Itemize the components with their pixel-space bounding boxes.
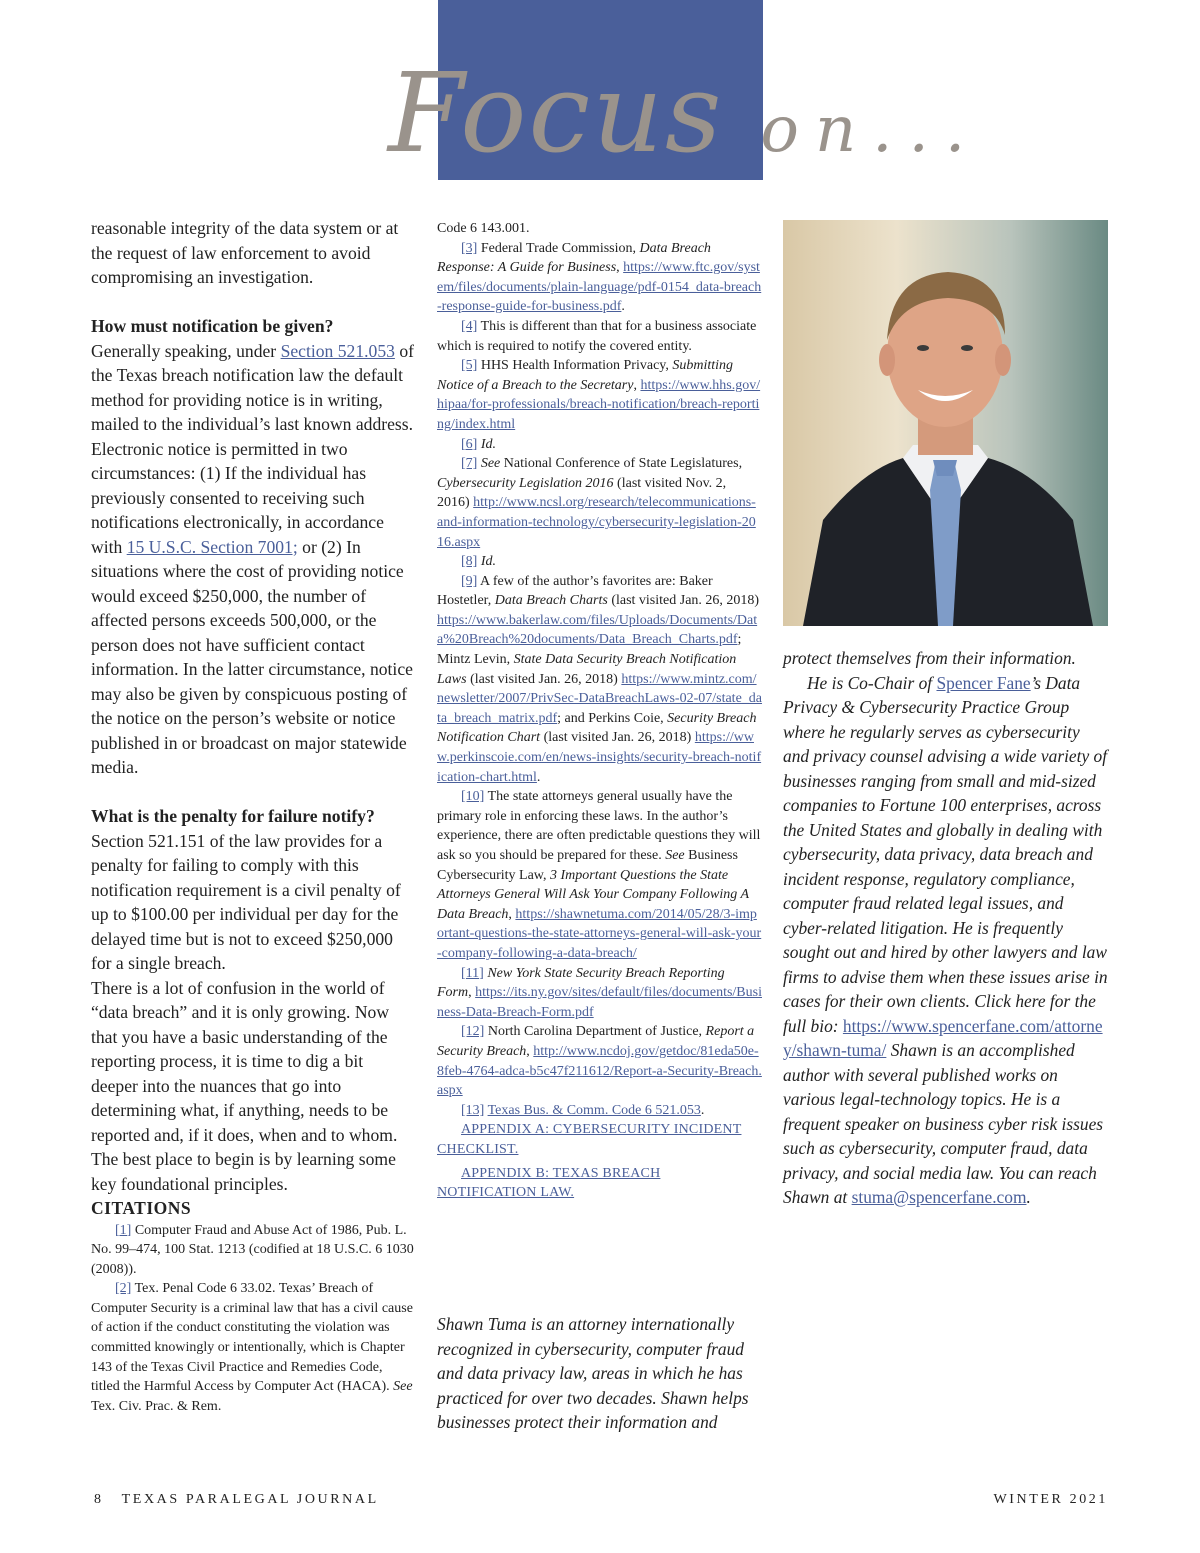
footnote-3 [437,239,762,317]
confusion-paragraph: There is a lot of confusion in the world of “data breach” and it is only growing. Now that you have a basic understanding of the reporting process, it is time to dig a bit deeper into the nuances that go into determining what, if anything, needs to be reported and, if it does, when and to whom. The best place to begin is by learning some key foundational principles. [91,977,398,1194]
text: A few of the author’s favorites are: Baker Hostetler, [437,573,713,609]
text: . [621,299,625,315]
section-521-053-link[interactable]: Section 521.053 [280,340,395,361]
text: . [536,769,541,785]
bakerlaw-link[interactable]: https://www.bakerlaw.com/files/Uploads/Documents/Data%20Breach%20documents/Data_Breach_Charts.pdf [437,612,758,648]
footnote-5 [437,356,762,434]
text: ’s Data Privacy & Cybersecurity Practice Group where he regularly serves as cybersecurity and privacy counsel advising a wide variety of businesses ranging from small and mid-sized companies to Fortune 100 enterprises, across the United States and globally in dealing with cybersecurity, data privacy, data breach and incident response, regulatory compliance, computer fraud related legal issues, and cyber-related litigation. He is frequently sought out and hired by other lawyers and law firms to advise them when these issues arise in cases for their own clients. Click here for the full bio: [783,672,1108,1036]
text: Data Breach Response: A Guide for Business [437,240,711,276]
footnote-10-ref[interactable]: [10] [461,789,485,805]
column-3 [783,646,1108,1210]
footnote-3-ref[interactable]: [3] [461,240,478,256]
appendix-b-link[interactable]: APPENDIX B: TEXAS BREACH NOTIFICATION LAW. [437,1165,661,1201]
footnote-4-ref[interactable]: [4] [461,318,478,334]
text: National Conference of State Legislatures, [500,456,743,472]
text: , [616,260,624,276]
footnote-1-ref[interactable]: [1] [115,1222,132,1238]
appendix-a [437,1120,762,1159]
text: (last visited Nov. 2, 2016) [437,475,727,511]
column-1 [91,216,414,1416]
footnote-10 [437,787,762,963]
text: Generally speaking, under [91,340,281,361]
footnote-2-ref[interactable]: [2] [115,1281,132,1297]
appendix-b [437,1164,762,1203]
footnote-6-ref[interactable]: [6] [461,436,478,452]
text: Id. [477,436,496,452]
penalty-paragraph: Section 521.151 of the law provides for a penalty for failing to comply with this notification requirement is a civil penalty of up to $100.00 per individual per day for the delayed time but is not to exceed $250,000 for a single breach. [91,830,401,973]
author-bio-start: Shawn Tuma is an attorney internationally recognized in cybersecurity, computer fraud and data privacy law, areas in which he has practiced for over two decades. Shawn helps businesses protect their information and [437,1314,749,1432]
author-photo [783,220,1108,626]
text: , [468,985,476,1001]
footnote-9 [437,572,762,788]
ny-gov-link[interactable]: https://its.ny.gov/sites/default/files/documents/Business-Data-Breach-Form.pdf [437,985,762,1020]
text: Business Cybersecurity Law, [437,848,738,883]
citations-heading: CITATIONS [91,1198,192,1218]
text: See [393,1379,413,1395]
text: This is different than that for a business associate which is required to notify the covered entity. [437,318,757,354]
author-bio-continued: protect themselves from their information. [783,648,1076,668]
shawnetuma-link[interactable]: https://shawnetuma.com/2014/05/28/3-important-questions-the-state-attorneys-general-will-ask-your-company-following-a-data-breach/ [437,906,762,961]
text: of the Texas breach notification law the default method for providing notice is in writing, mailed to the individual’s last known address. Electronic notice is permitted in two circumstances: (1) If the individual has previously consented to receiving such notifications electronically, in accordance with [91,340,414,557]
text: , [508,906,516,922]
footnote-11-ref[interactable]: [11] [461,965,484,981]
hhs-link[interactable]: https://www.hhs.gov/hipaa/for-professionals/breach-notification/breach-reporting/index.html [437,377,761,432]
text: Cybersecurity Legislation 2016 [437,475,614,491]
ftc-link[interactable]: https://www.ftc.gov/system/files/documents/plain-language/pdf-0154_data-breach-response-guide-for-business.pdf [437,260,762,315]
text: He is Co-Chair of [807,672,937,693]
bio-url-link[interactable]: https://www.spencerfane.com/attorney/shawn-tuma/ [783,1015,1103,1060]
intro-paragraph: reasonable integrity of the data system or at the request of law enforcement to avoid compromising an investigation. [91,218,399,287]
footnote-7-ref[interactable]: [7] [461,456,478,472]
footnote-8 [437,552,762,572]
text: Computer Fraud and Abuse Act of 1986, Pub. L. No. 99–474, 100 Stat. 1213 (codified at 18 U.S.C. 6 1030 (2008)). [91,1222,414,1277]
perkinscoie-link[interactable]: https://www.perkinscoie.com/en/news-insights/security-breach-notification-chart.html [437,730,762,785]
usc-7001-link[interactable]: 15 U.S.C. Section 7001; [126,536,298,557]
ncdoj-link[interactable]: http://www.ncdoj.gov/getdoc/81eda50e-8feb-4764-adca-b5c47f211612/Report-a-Security-Breach.aspx [437,1043,762,1099]
footnote-5-ref[interactable]: [5] [461,358,478,374]
focus-on-title [388,49,982,177]
text: (last visited Jan. 26, 2018) [607,593,760,609]
heading-penalty: What is the penalty for failure notify? [91,806,375,826]
mintz-link[interactable]: https://www.mintz.com/newsletter/2007/PrivSec-DataBreachLaws-02-07/state_data_breach_matrix.pdf [437,671,763,726]
ncsl-link[interactable]: http://www.ncsl.org/research/telecommunications-and-information-technology/cybersecurity-legislation-2016.aspx [437,495,756,550]
text: See [477,456,501,472]
heading-notification: How must notification be given? [91,316,334,336]
text: . [1026,1187,1031,1207]
text: Id. [477,554,496,570]
column-2 [437,219,762,1203]
footnote-12-ref[interactable]: [12] [461,1024,485,1040]
texas-bus-code-link[interactable]: Texas Bus. & Comm. Code 6 521.053 [487,1102,701,1118]
footnote-11 [437,964,762,1023]
focus-word: Focus [388,49,724,177]
author-portrait-icon [783,220,1108,626]
text: , [633,377,641,393]
text: Security Breach Notification Chart [437,710,757,746]
text: (last visited Jan. 26, 2018) [540,730,695,746]
text: , [526,1043,534,1059]
citation-continued: Code 6 143.001. [437,221,530,236]
text: State Data Security Breach Notification Laws [437,652,737,687]
text: (last visited Jan. 26, 2018) [466,671,622,687]
text: HHS Health Information Privacy, [477,358,673,374]
text: New York State Security Breach Reporting Form [437,965,725,1001]
text: Report a Security Breach [437,1024,755,1059]
footnote-7 [437,454,762,552]
email-link[interactable]: stuma@spencerfane.com [851,1187,1027,1207]
text: 3 Important Questions the State Attorneys General Will Ask Your Company Following A Data Breach [437,867,749,922]
text: North Carolina Department of Justice, [484,1024,706,1040]
on-word: on... [760,93,982,167]
footnote-13-ref[interactable]: [13] [461,1102,485,1118]
footer-right: WINTER 2021 [993,1492,1108,1507]
text: See [665,848,685,863]
footnote-6 [437,435,762,455]
footnote-4 [437,317,762,356]
footnote-12 [437,1022,762,1100]
text: ; Mintz Levin, [437,632,742,668]
footnote-1 [91,1221,414,1280]
notification-paragraph [91,339,414,780]
text: . [700,1102,705,1118]
footnote-13 [437,1101,762,1121]
footnote-2 [91,1279,414,1416]
author-bio-paragraph [783,671,1108,1210]
text: Shawn is an accomplished author with several published works on various legal-technology topics. He is a frequent speaker on business cyber risk issues such as cybersecurity, computer fraud, data privacy, and social media law. You can reach Shawn at [783,1040,1104,1207]
text: or (2) In situations where the cost of providing notice would exceed $250,000, the number of affected persons exceeds 500,000, or the person does not have sufficient contact information. In the latter circumstance, notice may also be given by conspicuous posting of the notice on the person’s website or notice published in or broadcast on major statewide media. [91,536,413,777]
footer-left: 8 TEXAS PARALEGAL JOURNAL [94,1492,379,1507]
footnote-9-ref[interactable]: [9] [461,573,478,589]
text: The state attorneys general usually have the primary role in enforcing these laws. In the author’s experience, there are often predictable questions they will ask so you should be prepared for these. [437,789,761,863]
footnote-8-ref[interactable]: [8] [461,554,478,570]
text: Data Breach Charts [494,593,608,609]
text: ; and Perkins Coie, [557,710,668,726]
text: Submitting Notice of a Breach to the Secretary [437,358,734,393]
text: Tex. Civ. Prac. & Rem. [91,1398,222,1414]
appendix-a-link[interactable]: APPENDIX A: CYBERSECURITY INCIDENT CHECKLIST. [437,1122,742,1157]
text: Federal Trade Commission, [477,240,640,256]
spencer-fane-link[interactable]: Spencer Fane [936,672,1031,693]
text: Tex. Penal Code 6 33.02. Texas’ Breach of Computer Security is a criminal law that has a civil cause of action if the conduct constituting the violation was committed knowingly or intentionally, which is Chapter 143 of the Texas Civil Practice and Remedies Code, titled the Harmful Access by Computer Act (HACA). [91,1281,413,1395]
